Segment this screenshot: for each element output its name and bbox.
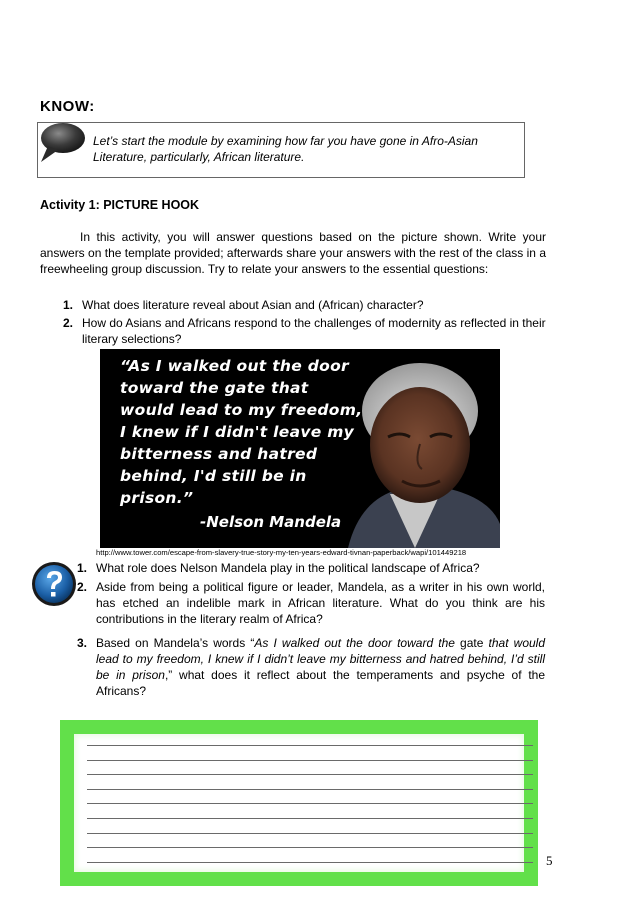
essential-question (63, 297, 546, 313)
question-number: 1. (63, 298, 74, 312)
picture-question (77, 579, 545, 627)
speech-bubble-icon (38, 121, 86, 165)
quote-author: -Nelson Mandela (200, 513, 342, 531)
question-text-part: ,” what does it reflect about the temperaments and psyche of the Africans? (96, 668, 545, 698)
answer-line (87, 818, 533, 819)
answer-line (87, 789, 533, 790)
answer-line (87, 745, 533, 746)
quoted-text: that would lead to my freedom, I knew if I didn’t leave my bitterness and hatred behind, I’d still be in prison (96, 636, 546, 682)
question-number: 3. (77, 636, 88, 650)
question-text: Aside from being a political figure or leader, Mandela, as a writer in his own world, has etched an indelible mark in African literature. What do you think are his contributions in the literary realm of Africa? (96, 580, 545, 626)
quote-line: toward the gate that (120, 379, 309, 397)
question-mark-icon (30, 560, 78, 608)
question-text (96, 635, 545, 699)
question-number: 2. (77, 580, 88, 594)
quote-line: I knew if I didn't leave my (120, 423, 355, 441)
question-text: How do Asians and Africans respond to the challenges of modernity as reflected in their literary selections? (82, 316, 546, 346)
question-number: 2. (63, 316, 74, 330)
answer-template[interactable] (74, 734, 524, 872)
picture-questions-list (77, 560, 545, 702)
image-source-caption: http://www.tower.com/escape-from-slavery-true-story-my-ten-years-edward-tivnan-paperback/wapi/101449218 (96, 548, 467, 557)
quote-line: prison.” (120, 489, 194, 507)
answer-line (87, 833, 533, 834)
quote-line: “As I walked out the door (120, 357, 349, 375)
quote-line: behind, I'd still be in (120, 467, 307, 485)
question-text: What role does Nelson Mandela play in the political landscape of Africa? (96, 561, 480, 575)
essential-question (63, 315, 546, 347)
quote-line: bitterness and hatred (120, 445, 318, 463)
quoted-text: As I walked out the door toward the (254, 636, 455, 650)
question-number: 1. (77, 561, 88, 575)
know-prompt-text: Let’s start the module by examining how far you have gone in Afro-Asian Literature, particularly, African literature. (93, 134, 478, 164)
answer-line (87, 760, 533, 761)
answer-line (87, 803, 533, 804)
quote-line: would lead to my freedom, (120, 401, 363, 419)
portrait-image (330, 349, 500, 548)
question-text: What does literature reveal about Asian and (African) character? (82, 298, 424, 312)
essential-questions-list (63, 297, 546, 349)
page-number: 5 (546, 853, 553, 868)
picture-question (77, 635, 545, 699)
activity-title: Activity 1: PICTURE HOOK (40, 198, 200, 212)
know-heading: KNOW: (40, 98, 95, 115)
question-text-part: gate (454, 636, 489, 650)
answer-line (87, 774, 533, 775)
mandela-quote-image (100, 349, 500, 548)
answer-line (87, 862, 533, 863)
picture-question (77, 560, 545, 576)
question-text-part: Based on Mandela’s words “ (96, 636, 255, 650)
activity-instructions: In this activity, you will answer questions based on the picture shown. Write your answers on the template provided; afterwards share your answers with the rest of the class in a freewheeling group discussion. Try to relate your answers to the essential questions: (40, 230, 546, 276)
answer-template-frame (60, 720, 538, 886)
answer-line (87, 847, 533, 848)
